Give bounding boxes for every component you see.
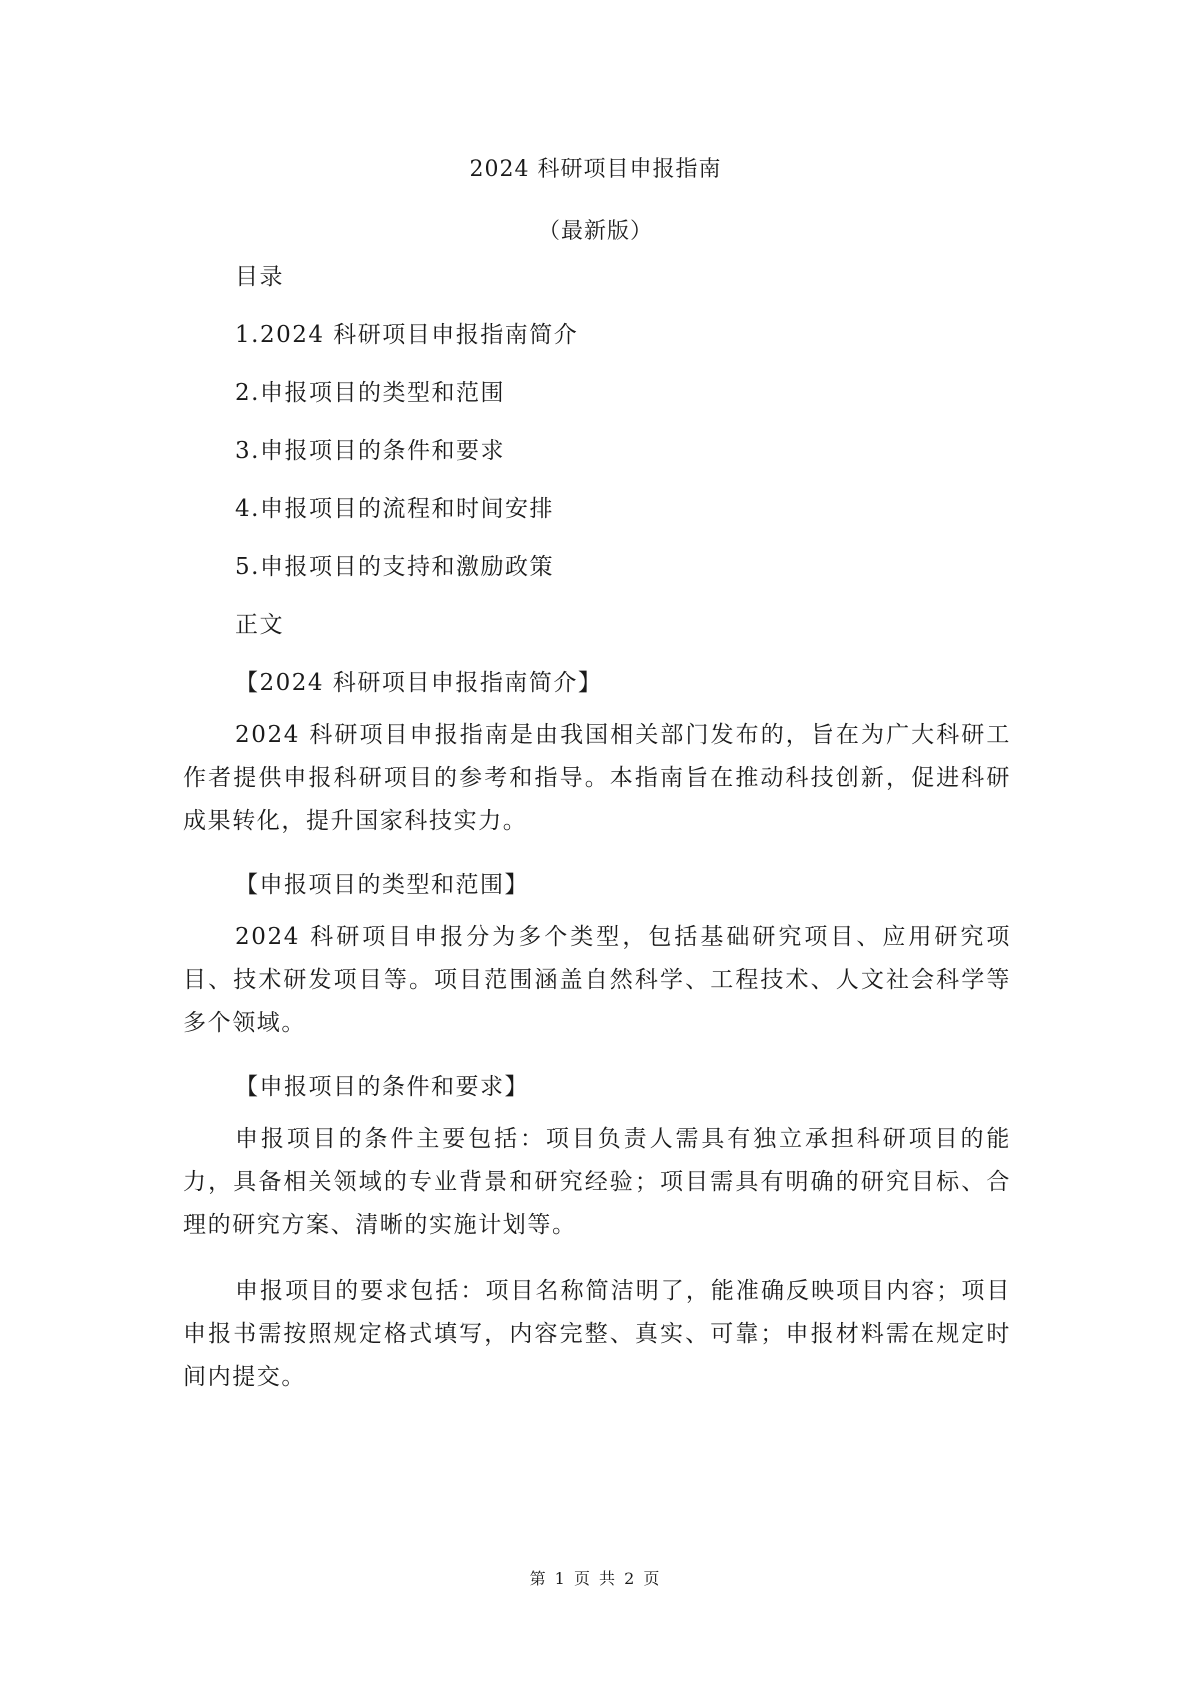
- page-footer: 第 1 页 共 2 页: [529, 1569, 662, 1588]
- section-heading: 【申报项目的类型和范围】: [235, 872, 529, 898]
- document-title: 2024 科研项目申报指南: [469, 157, 722, 182]
- document-subtitle: （最新版）: [537, 219, 653, 244]
- section-paragraph: 申报项目的条件主要包括：项目负责人需具有独立承担科研项目的能力，具备相关领域的专业背景和研究经验；项目需具有明确的研究目标、合理的研究方案、清晰的实施计划等。: [183, 1126, 1011, 1238]
- body-heading: 正文: [235, 612, 284, 638]
- section-heading: 【2024 科研项目申报指南简介】: [235, 670, 603, 696]
- section-paragraph: 申报项目的要求包括：项目名称简洁明了，能准确反映项目内容；项目申报书需按照规定格式填写，内容完整、真实、可靠；申报材料需在规定时间内提交。: [183, 1278, 1011, 1390]
- toc-item: 4.申报项目的流程和时间安排: [235, 496, 554, 522]
- section-paragraph: 2024 科研项目申报分为多个类型，包括基础研究项目、应用研究项目、技术研发项目等。项目范围涵盖自然科学、工程技术、人文社会科学等多个领域。: [183, 924, 1011, 1036]
- section-heading: 【申报项目的条件和要求】: [235, 1074, 529, 1100]
- toc-heading: 目录: [235, 264, 284, 290]
- section-paragraph: 2024 科研项目申报指南是由我国相关部门发布的，旨在为广大科研工作者提供申报科研项目的参考和指导。本指南旨在推动科技创新，促进科研成果转化，提升国家科技实力。: [183, 722, 1011, 834]
- toc-item: 1.2024 科研项目申报指南简介: [235, 322, 579, 348]
- toc-item: 3.申报项目的条件和要求: [235, 438, 505, 464]
- toc-item: 2.申报项目的类型和范围: [235, 380, 505, 406]
- toc-item: 5.申报项目的支持和激励政策: [235, 554, 554, 580]
